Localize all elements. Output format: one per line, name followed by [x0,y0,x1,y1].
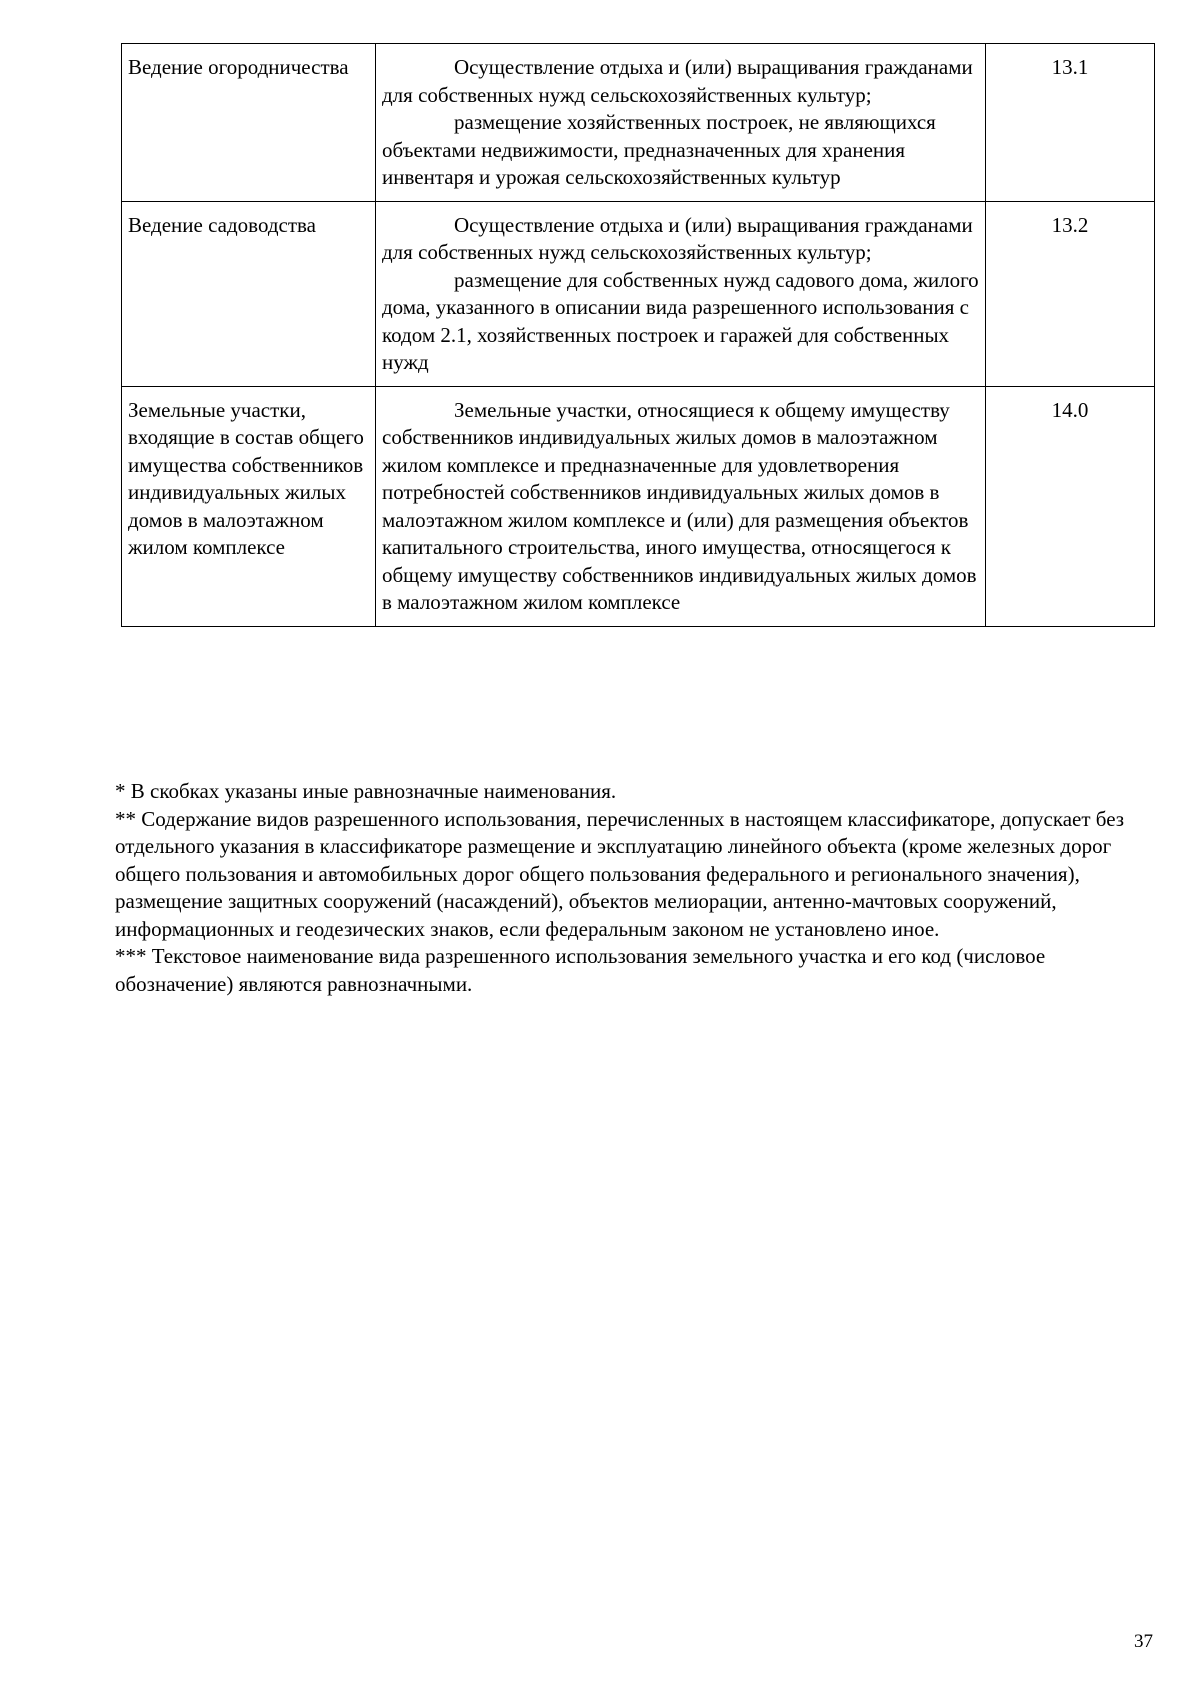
table-row [122,201,1155,386]
footnotes [115,778,1160,998]
footnote-double-asterisk: ** Содержание видов разрешенного использования, перечисленных в настоящем классификаторе, допускает без отдельного указания в классификаторе размещение и эксплуатацию линейного объекта (кроме железных дорог общего пользования и автомобильных дорог общего пользования федерального и регионального значения), размещение защитных сооружений (насаждений), объектов мелиорации, антенно-мачтовых сооружений, информационных и геодезических знаков, если федеральным законом не установлено иное. [115,806,1125,941]
land-use-classifier-table [121,43,1155,627]
description-paragraph: Осуществление отдыха и (или) выращивания гражданами для собственных нужд сельскохозяйственных культур; [382,55,973,107]
use-type-description [376,201,986,386]
page-number: 37 [1134,1631,1153,1652]
table-row [122,44,1155,202]
use-type-name: Земельные участки, входящие в состав общего имущества собственников индивидуальных жилых домов в малоэтажном жилом комплексе [122,386,376,626]
use-type-code: 13.2 [986,201,1155,386]
use-type-code: 13.1 [986,44,1155,202]
description-paragraph: Осуществление отдыха и (или) выращивания гражданами для собственных нужд сельскохозяйственных культур; [382,212,973,264]
footnote-triple-asterisk: *** Текстовое наименование вида разрешенного использования земельного участка и его код (числовое обозначение) являются равнозначными. [115,944,1046,996]
description-paragraph: Земельные участки, относящиеся к общему имуществу собственников индивидуальных жилых домов в малоэтажном жилом комплексе и предназначенные для удовлетворения потребностей собственников индивидуальных жилых домов в малоэтажном жилом комплексе и (или) для размещения объектов капитального строительства, иного имущества, относящегося к общему имуществу собственников индивидуальных жилых домов в малоэтажном жилом комплексе [382,397,977,614]
table-row [122,386,1155,626]
footnote-single-asterisk: * В скобках указаны иные равнозначные наименования. [115,779,617,803]
description-paragraph: размещение для собственных нужд садового дома, жилого дома, указанного в описании вида разрешенного использования с кодом 2.1, хозяйственных построек и гаражей для собственных нужд [382,267,979,374]
use-type-code: 14.0 [986,386,1155,626]
description-paragraph: размещение хозяйственных построек, не являющихся объектами недвижимости, предназначенных для хранения инвентаря и урожая сельскохозяйственных культур [382,110,936,189]
use-type-description [376,44,986,202]
use-type-name: Ведение садоводства [122,201,376,386]
use-type-name: Ведение огородничества [122,44,376,202]
use-type-description [376,386,986,626]
